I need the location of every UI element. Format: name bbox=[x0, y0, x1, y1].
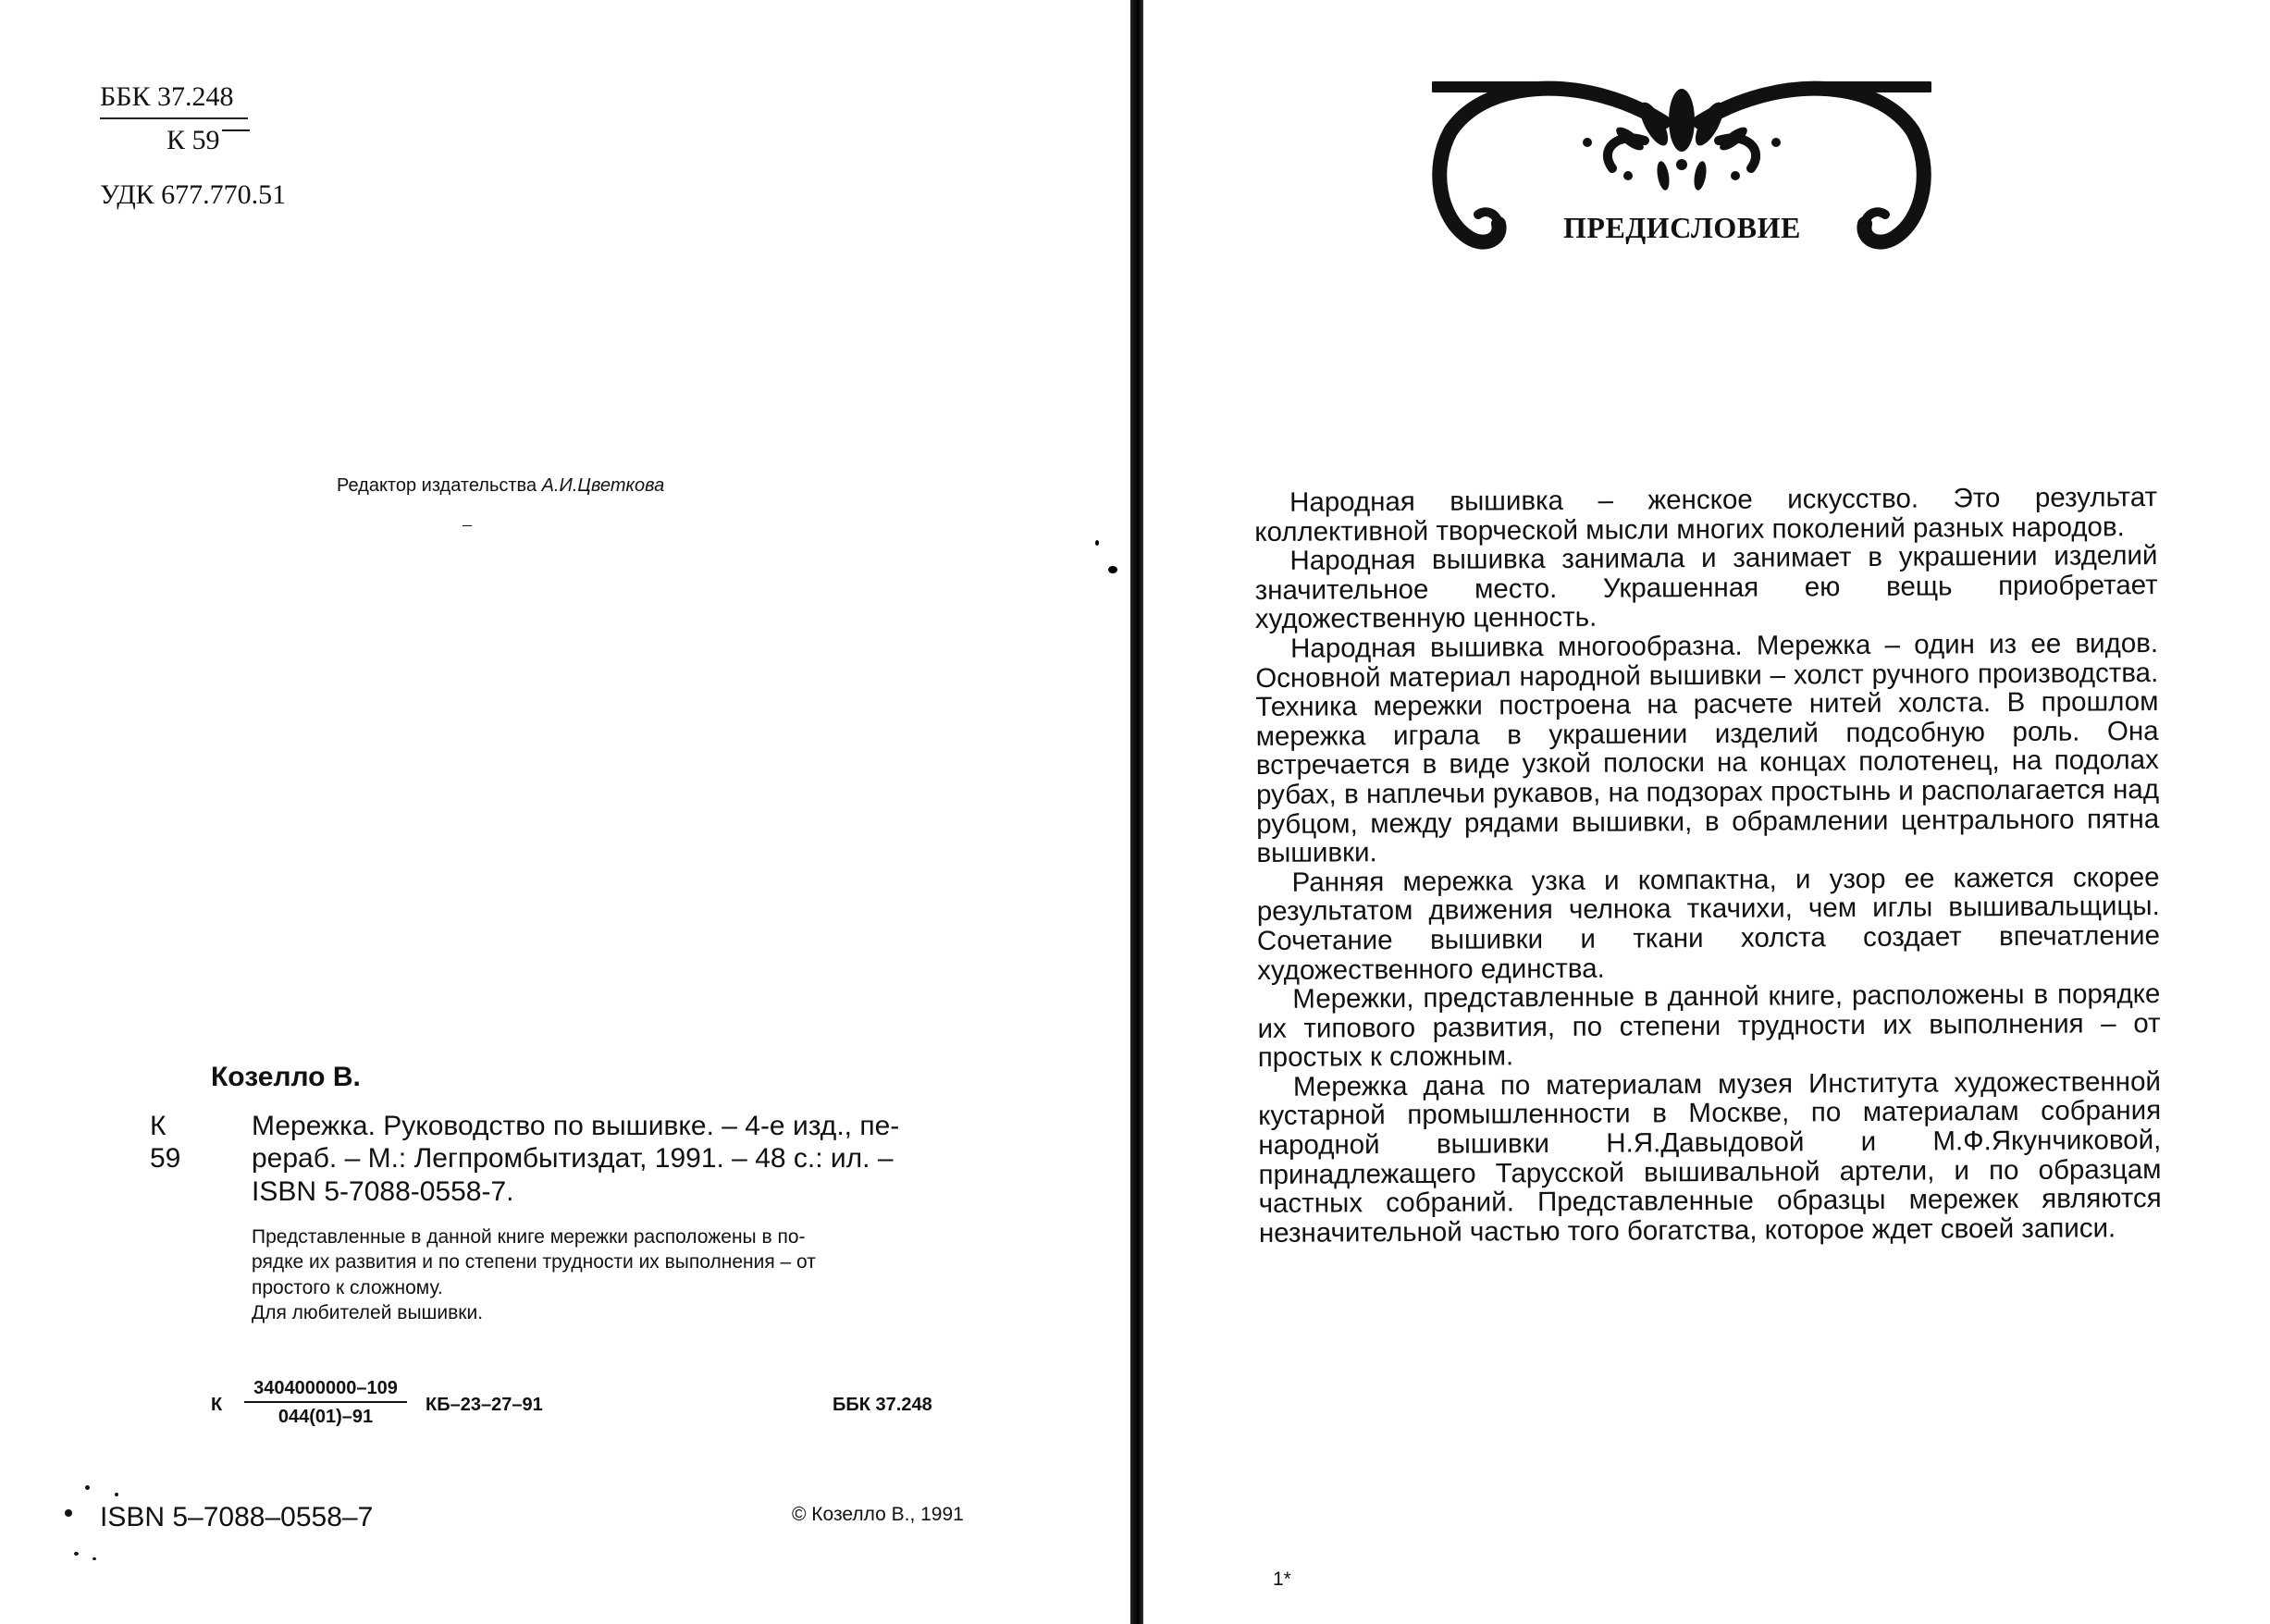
book-gutter bbox=[1130, 0, 1143, 1624]
imprint-denominator: 044(01)–91 bbox=[278, 1407, 374, 1427]
annotation-line: рядке их развития и по степени трудности их выполнения – от bbox=[252, 1251, 816, 1273]
scan-speck bbox=[115, 1493, 118, 1496]
editor-prefix: Редактор издательства bbox=[337, 475, 537, 496]
editor-dash: – bbox=[463, 514, 472, 535]
scan-speck bbox=[222, 129, 250, 131]
left-page bbox=[0, 0, 1133, 1624]
catalog-line: рераб. – М.: Легпромбытиздат, 1991. – 48 с.: ил. – bbox=[252, 1143, 894, 1175]
copyright: © Козелло В., 1991 bbox=[792, 1504, 964, 1525]
editor-line bbox=[337, 475, 664, 497]
preface-paragraph: Народная вышивка занимала и занимает в украшении изделий значительное место. Украшенная ею вещь приобретает художественную ценность. bbox=[1254, 540, 2158, 635]
annotation-line: Представленные в данной книге мережки расположены в по- bbox=[252, 1226, 806, 1248]
preface-paragraph: Народная вышивка многообразна. Мережка – один из ее видов. Основной материал народной вышивки – холст ручного производства. Техника мережки построена на расчете нитей холста. В прошлом мережка играла в украшении изделий подсобную роль. Она встречается в виде узкой полоски на концах полотенец, на подолах рубах, в наплечьи рукавов, на подзорах простынь и располагается над рубцом, между рядами вышивки, в обрамлении центрального пятна вышивки. bbox=[1255, 628, 2160, 869]
bbk-code: ББК 37.248 bbox=[100, 81, 234, 112]
udk-code: УДК 677.770.51 bbox=[100, 179, 287, 210]
editor-name: А.И.Цветкова bbox=[541, 475, 665, 496]
page-title: ПРЕДИСЛОВИЕ bbox=[1563, 211, 1801, 244]
imprint-numerator: 3404000000–109 bbox=[244, 1378, 407, 1403]
imprint-bbk: ББК 37.248 bbox=[833, 1395, 932, 1415]
catalog-line: ISBN 5-7088-0558-7. bbox=[252, 1175, 514, 1207]
imprint-kb: КБ–23–27–91 bbox=[426, 1395, 543, 1415]
preface-body bbox=[1254, 483, 2162, 1248]
scan-speck bbox=[65, 1509, 72, 1517]
catalog-text bbox=[252, 1110, 1066, 1208]
catalog-line: Мережка. Руководство по вышивке. – 4-е изд., пе- bbox=[252, 1111, 900, 1141]
imprint-k: К bbox=[211, 1395, 223, 1415]
scan-speck bbox=[74, 1552, 79, 1556]
catalog-mark: К 59 bbox=[150, 1111, 181, 1175]
bbk-block bbox=[100, 81, 248, 155]
annotation-line: простого к сложному. bbox=[252, 1276, 443, 1298]
scan-speck bbox=[93, 1557, 96, 1560]
bbk-divider bbox=[100, 117, 248, 119]
scan-speck bbox=[1108, 566, 1117, 573]
author-name: Козелло В. bbox=[211, 1062, 361, 1092]
page-number: 1* bbox=[1273, 1569, 1291, 1590]
annotation bbox=[252, 1224, 955, 1325]
bbk-author-mark: К 59 bbox=[167, 125, 220, 155]
isbn: ISBN 5–7088–0558–7 bbox=[100, 1502, 374, 1532]
imprint-fraction bbox=[244, 1378, 407, 1428]
preface-paragraph: Ранняя мережка узка и компактна, и узор ее кажется скорее результатом движения челнока ткачихи, чем иглы вышивальщицы. Сочетание вышивки и ткани холста создает впечатление художественного единства. bbox=[1256, 861, 2161, 986]
scan-speck bbox=[1095, 540, 1099, 546]
annotation-line: Для любителей вышивки. bbox=[252, 1301, 484, 1323]
scan-speck bbox=[85, 1485, 90, 1490]
preface-paragraph: Мережка дана по материалам музея Института художественной кустарной промышленности в Москве, по материалам собрания народной вышивки Н.Я.Давыдовой и М.Ф.Якунчиковой, принадлежащего Тарусской вышивальной артели, и по образцам частных собраний. Представленные образцы мережек являются незначительной частью того богатства, которое ждет своей записи. bbox=[1258, 1065, 2162, 1249]
preface-paragraph: Народная вышивка – женское искусство. Это результат коллективной творческой мысли многих поколений разных народов. bbox=[1254, 482, 2158, 547]
preface-paragraph: Мережки, представленные в данной книге, расположены в порядке их типового развития, по степени трудности их выполнения – от простых к сложным. bbox=[1257, 978, 2161, 1074]
